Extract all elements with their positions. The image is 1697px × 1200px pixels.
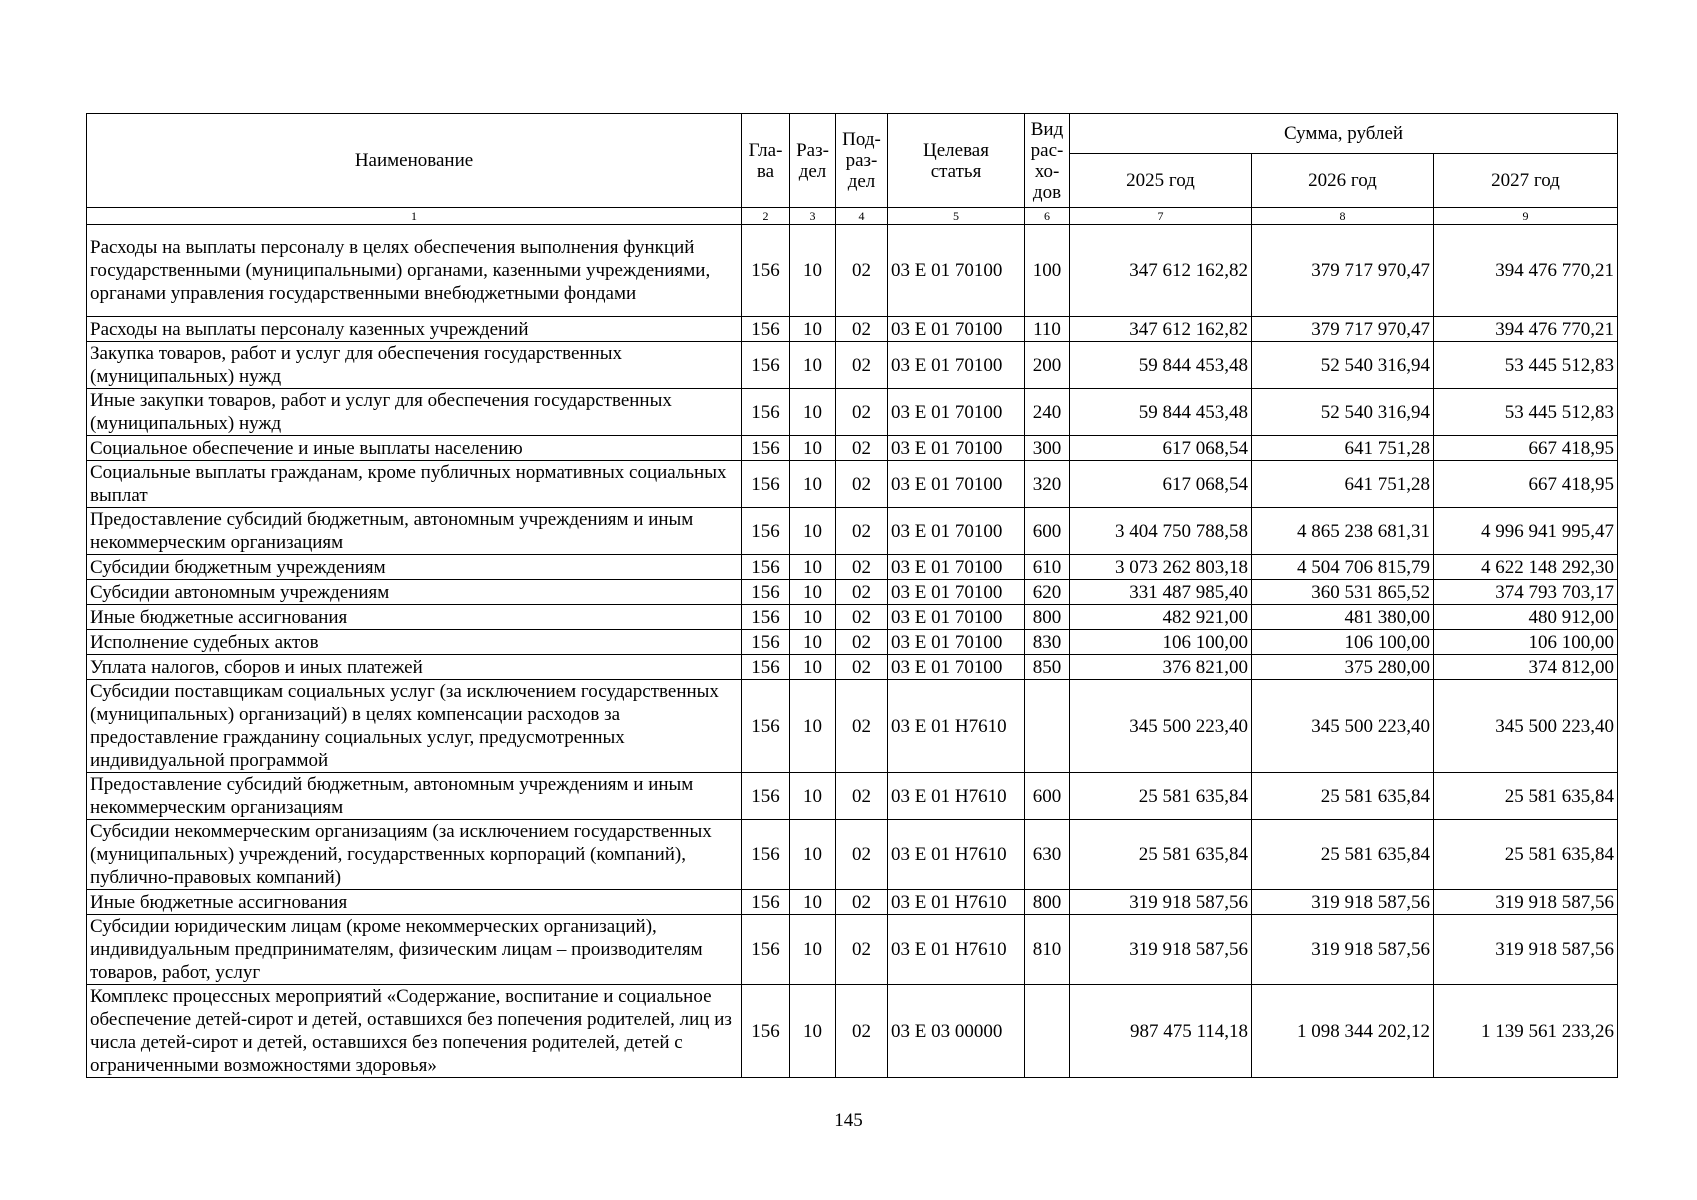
row-target-article: 03 Е 01 70100 [888, 389, 1025, 436]
header-year-2027: 2027 год [1434, 154, 1618, 208]
table-row [87, 890, 1618, 915]
column-number: 1 [87, 208, 742, 225]
row-section: 10 [790, 605, 836, 630]
column-number: 3 [790, 208, 836, 225]
header-name: Наименование [87, 114, 742, 208]
row-target-article: 03 Е 01 Н7610 [888, 890, 1025, 915]
row-expense-type: 610 [1025, 555, 1070, 580]
row-name: Социальное обеспечение и иные выплаты населению [87, 436, 742, 461]
row-section: 10 [790, 773, 836, 820]
row-amount-2027: 345 500 223,40 [1434, 680, 1618, 773]
row-section: 10 [790, 820, 836, 890]
row-section: 10 [790, 890, 836, 915]
row-amount-2027: 106 100,00 [1434, 630, 1618, 655]
table-row [87, 773, 1618, 820]
table-body [87, 225, 1618, 1078]
row-subsection: 02 [836, 985, 888, 1078]
row-target-article: 03 Е 01 Н7610 [888, 915, 1025, 985]
row-subsection: 02 [836, 317, 888, 342]
row-section: 10 [790, 436, 836, 461]
row-chapter: 156 [742, 985, 790, 1078]
row-subsection: 02 [836, 225, 888, 317]
row-amount-2027: 667 418,95 [1434, 461, 1618, 508]
row-section: 10 [790, 915, 836, 985]
row-subsection: 02 [836, 915, 888, 985]
row-amount-2025: 319 918 587,56 [1070, 890, 1252, 915]
header-year-2026: 2026 год [1252, 154, 1434, 208]
row-section: 10 [790, 985, 836, 1078]
row-amount-2027: 319 918 587,56 [1434, 890, 1618, 915]
row-name: Субсидии некоммерческим организациям (за исключением государственных (муниципальных) учреждений, государственных корпораций (компаний), публично-правовых компаний) [87, 820, 742, 890]
row-name: Субсидии юридическим лицам (кроме некоммерческих организаций), индивидуальным предпринимателям, физическим лицам – производителям товаров, работ, услуг [87, 915, 742, 985]
row-target-article: 03 Е 01 70100 [888, 630, 1025, 655]
table-header [87, 114, 1618, 225]
column-number: 9 [1434, 208, 1618, 225]
table-row [87, 225, 1618, 317]
row-target-article: 03 Е 01 70100 [888, 580, 1025, 605]
row-chapter: 156 [742, 580, 790, 605]
row-amount-2026: 25 581 635,84 [1252, 773, 1434, 820]
row-chapter: 156 [742, 655, 790, 680]
row-subsection: 02 [836, 820, 888, 890]
column-number: 4 [836, 208, 888, 225]
row-section: 10 [790, 461, 836, 508]
row-expense-type: 320 [1025, 461, 1070, 508]
row-expense-type [1025, 680, 1070, 773]
row-target-article: 03 Е 01 70100 [888, 436, 1025, 461]
row-chapter: 156 [742, 461, 790, 508]
row-amount-2025: 106 100,00 [1070, 630, 1252, 655]
row-name: Предоставление субсидий бюджетным, автономным учреждениям и иным некоммерческим организациям [87, 773, 742, 820]
row-name: Закупка товаров, работ и услуг для обеспечения государственных (муниципальных) нужд [87, 342, 742, 389]
row-target-article: 03 Е 01 70100 [888, 461, 1025, 508]
row-target-article: 03 Е 01 70100 [888, 655, 1025, 680]
row-target-article: 03 Е 01 70100 [888, 605, 1025, 630]
header-subsection: Под- раз- дел [836, 114, 888, 208]
column-number: 2 [742, 208, 790, 225]
row-chapter: 156 [742, 436, 790, 461]
row-name: Расходы на выплаты персоналу в целях обеспечения выполнения функций государственными (муниципальными) органами, казенными учреждениями, органами управления государственными внебюджетными фондами [87, 225, 742, 317]
row-amount-2027: 4 622 148 292,30 [1434, 555, 1618, 580]
row-subsection: 02 [836, 342, 888, 389]
row-subsection: 02 [836, 508, 888, 555]
row-chapter: 156 [742, 773, 790, 820]
row-amount-2025: 347 612 162,82 [1070, 225, 1252, 317]
row-name: Уплата налогов, сборов и иных платежей [87, 655, 742, 680]
table-row [87, 820, 1618, 890]
row-section: 10 [790, 655, 836, 680]
budget-table [86, 113, 1618, 1078]
table-row [87, 605, 1618, 630]
row-amount-2027: 394 476 770,21 [1434, 225, 1618, 317]
row-amount-2025: 376 821,00 [1070, 655, 1252, 680]
row-chapter: 156 [742, 555, 790, 580]
row-amount-2025: 482 921,00 [1070, 605, 1252, 630]
row-amount-2026: 4 504 706 815,79 [1252, 555, 1434, 580]
row-name: Иные бюджетные ассигнования [87, 605, 742, 630]
column-number: 7 [1070, 208, 1252, 225]
column-number: 5 [888, 208, 1025, 225]
row-chapter: 156 [742, 890, 790, 915]
row-subsection: 02 [836, 436, 888, 461]
row-target-article: 03 Е 01 70100 [888, 342, 1025, 389]
header-year-2025: 2025 год [1070, 154, 1252, 208]
row-amount-2027: 4 996 941 995,47 [1434, 508, 1618, 555]
row-name: Расходы на выплаты персоналу казенных учреждений [87, 317, 742, 342]
row-amount-2026: 25 581 635,84 [1252, 820, 1434, 890]
row-amount-2026: 375 280,00 [1252, 655, 1434, 680]
row-expense-type: 800 [1025, 890, 1070, 915]
table-row [87, 555, 1618, 580]
row-name: Субсидии поставщикам социальных услуг (за исключением государственных (муниципальных) организаций) в целях компенсации расходов за предоставление гражданину социальных услуг, предусмотренных индивидуальной программой [87, 680, 742, 773]
row-name: Исполнение судебных актов [87, 630, 742, 655]
row-amount-2025: 59 844 453,48 [1070, 342, 1252, 389]
page-number: 145 [834, 1110, 863, 1131]
table-row [87, 436, 1618, 461]
row-name: Иные закупки товаров, работ и услуг для обеспечения государственных (муниципальных) нужд [87, 389, 742, 436]
row-subsection: 02 [836, 890, 888, 915]
table-row [87, 389, 1618, 436]
row-amount-2025: 25 581 635,84 [1070, 820, 1252, 890]
row-name: Социальные выплаты гражданам, кроме публичных нормативных социальных выплат [87, 461, 742, 508]
row-section: 10 [790, 630, 836, 655]
row-amount-2025: 987 475 114,18 [1070, 985, 1252, 1078]
row-expense-type: 300 [1025, 436, 1070, 461]
row-section: 10 [790, 225, 836, 317]
row-subsection: 02 [836, 389, 888, 436]
row-chapter: 156 [742, 389, 790, 436]
row-amount-2027: 374 812,00 [1434, 655, 1618, 680]
row-amount-2027: 1 139 561 233,26 [1434, 985, 1618, 1078]
row-name: Субсидии автономным учреждениям [87, 580, 742, 605]
row-chapter: 156 [742, 317, 790, 342]
row-amount-2025: 617 068,54 [1070, 436, 1252, 461]
row-chapter: 156 [742, 508, 790, 555]
row-amount-2025: 331 487 985,40 [1070, 580, 1252, 605]
row-amount-2025: 345 500 223,40 [1070, 680, 1252, 773]
row-amount-2026: 319 918 587,56 [1252, 890, 1434, 915]
row-subsection: 02 [836, 680, 888, 773]
row-chapter: 156 [742, 680, 790, 773]
row-expense-type: 630 [1025, 820, 1070, 890]
table-row [87, 580, 1618, 605]
row-chapter: 156 [742, 630, 790, 655]
row-subsection: 02 [836, 461, 888, 508]
row-amount-2026: 319 918 587,56 [1252, 915, 1434, 985]
row-amount-2027: 480 912,00 [1434, 605, 1618, 630]
row-section: 10 [790, 317, 836, 342]
row-name: Комплекс процессных мероприятий «Содержание, воспитание и социальное обеспечение детей-сирот и детей, оставшихся без попечения родителей, лиц из числа детей-сирот и детей, оставшихся без попечения родителей, детей с ограниченными возможностями здоровья» [87, 985, 742, 1078]
row-subsection: 02 [836, 630, 888, 655]
row-amount-2027: 374 793 703,17 [1434, 580, 1618, 605]
table-row [87, 915, 1618, 985]
table-row [87, 655, 1618, 680]
row-amount-2027: 394 476 770,21 [1434, 317, 1618, 342]
row-subsection: 02 [836, 773, 888, 820]
row-name: Предоставление субсидий бюджетным, автономным учреждениям и иным некоммерческим организациям [87, 508, 742, 555]
row-target-article: 03 Е 01 70100 [888, 555, 1025, 580]
header-target-article: Целевая статья [888, 114, 1025, 208]
header-expense-type: Вид рас- хо- дов [1025, 114, 1070, 208]
row-amount-2026: 641 751,28 [1252, 436, 1434, 461]
row-chapter: 156 [742, 820, 790, 890]
row-target-article: 03 Е 03 00000 [888, 985, 1025, 1078]
row-amount-2026: 360 531 865,52 [1252, 580, 1434, 605]
row-expense-type: 830 [1025, 630, 1070, 655]
header-chapter: Гла- ва [742, 114, 790, 208]
row-expense-type: 620 [1025, 580, 1070, 605]
row-chapter: 156 [742, 915, 790, 985]
row-amount-2027: 319 918 587,56 [1434, 915, 1618, 985]
row-section: 10 [790, 680, 836, 773]
row-amount-2025: 59 844 453,48 [1070, 389, 1252, 436]
table-row [87, 342, 1618, 389]
row-chapter: 156 [742, 342, 790, 389]
row-target-article: 03 Е 01 70100 [888, 508, 1025, 555]
row-target-article: 03 Е 01 70100 [888, 317, 1025, 342]
row-amount-2026: 106 100,00 [1252, 630, 1434, 655]
row-chapter: 156 [742, 225, 790, 317]
table-row [87, 985, 1618, 1078]
row-amount-2027: 25 581 635,84 [1434, 773, 1618, 820]
row-name: Субсидии бюджетным учреждениям [87, 555, 742, 580]
row-target-article: 03 Е 01 Н7610 [888, 680, 1025, 773]
row-target-article: 03 Е 01 70100 [888, 225, 1025, 317]
header-sum: Сумма, рублей [1070, 114, 1618, 154]
table-row [87, 630, 1618, 655]
row-expense-type: 810 [1025, 915, 1070, 985]
row-amount-2026: 345 500 223,40 [1252, 680, 1434, 773]
column-number-row [87, 208, 1618, 225]
row-amount-2025: 3 073 262 803,18 [1070, 555, 1252, 580]
row-subsection: 02 [836, 655, 888, 680]
row-amount-2026: 4 865 238 681,31 [1252, 508, 1434, 555]
row-amount-2025: 617 068,54 [1070, 461, 1252, 508]
row-subsection: 02 [836, 555, 888, 580]
row-amount-2026: 379 717 970,47 [1252, 317, 1434, 342]
row-name: Иные бюджетные ассигнования [87, 890, 742, 915]
table-row [87, 680, 1618, 773]
row-expense-type: 800 [1025, 605, 1070, 630]
row-amount-2027: 53 445 512,83 [1434, 389, 1618, 436]
row-chapter: 156 [742, 605, 790, 630]
row-expense-type: 850 [1025, 655, 1070, 680]
row-subsection: 02 [836, 605, 888, 630]
row-amount-2026: 379 717 970,47 [1252, 225, 1434, 317]
row-expense-type [1025, 985, 1070, 1078]
row-amount-2026: 1 098 344 202,12 [1252, 985, 1434, 1078]
row-section: 10 [790, 580, 836, 605]
row-amount-2026: 52 540 316,94 [1252, 389, 1434, 436]
row-target-article: 03 Е 01 Н7610 [888, 820, 1025, 890]
row-section: 10 [790, 555, 836, 580]
row-amount-2025: 3 404 750 788,58 [1070, 508, 1252, 555]
column-number: 8 [1252, 208, 1434, 225]
row-amount-2026: 52 540 316,94 [1252, 342, 1434, 389]
row-section: 10 [790, 342, 836, 389]
row-target-article: 03 Е 01 Н7610 [888, 773, 1025, 820]
row-expense-type: 600 [1025, 508, 1070, 555]
row-amount-2025: 319 918 587,56 [1070, 915, 1252, 985]
row-expense-type: 600 [1025, 773, 1070, 820]
row-amount-2025: 25 581 635,84 [1070, 773, 1252, 820]
row-subsection: 02 [836, 580, 888, 605]
table-row [87, 508, 1618, 555]
table-row [87, 317, 1618, 342]
row-amount-2027: 667 418,95 [1434, 436, 1618, 461]
row-amount-2027: 25 581 635,84 [1434, 820, 1618, 890]
row-expense-type: 200 [1025, 342, 1070, 389]
row-amount-2027: 53 445 512,83 [1434, 342, 1618, 389]
column-number: 6 [1025, 208, 1070, 225]
row-section: 10 [790, 508, 836, 555]
row-amount-2025: 347 612 162,82 [1070, 317, 1252, 342]
row-expense-type: 110 [1025, 317, 1070, 342]
row-section: 10 [790, 389, 836, 436]
row-expense-type: 100 [1025, 225, 1070, 317]
row-amount-2026: 481 380,00 [1252, 605, 1434, 630]
header-section: Раз- дел [790, 114, 836, 208]
table-row [87, 461, 1618, 508]
row-amount-2026: 641 751,28 [1252, 461, 1434, 508]
row-expense-type: 240 [1025, 389, 1070, 436]
